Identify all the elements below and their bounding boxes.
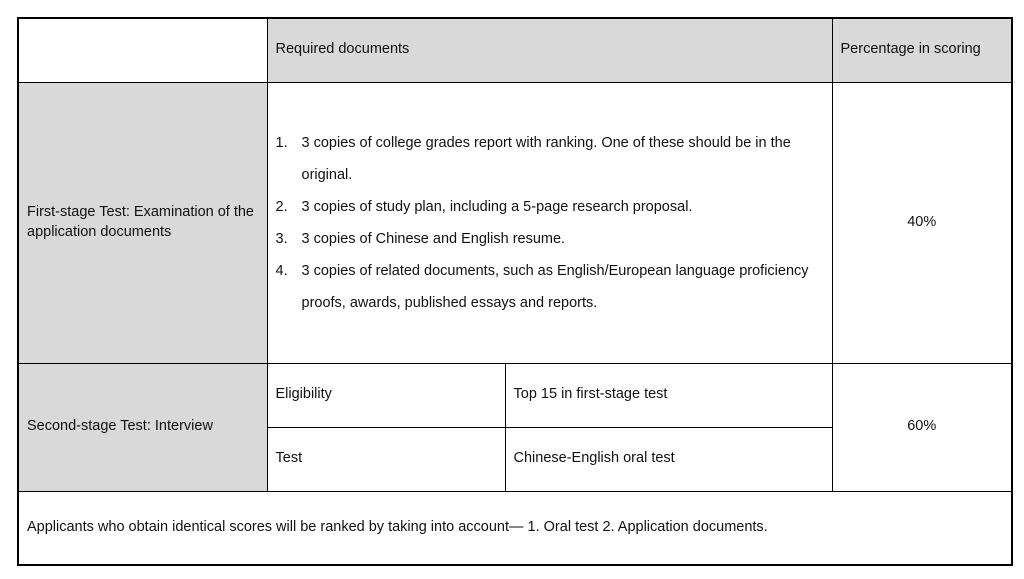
stage1-documents-list (276, 127, 824, 319)
header-row (18, 18, 1012, 82)
footnote: Applicants who obtain identical scores will be ranked by taking into account— 1. Oral test 2. Application documents. (18, 491, 1012, 565)
list-item: 2. 3 copies of study plan, including a 5-page research proposal. (275, 198, 693, 215)
stage2-test-value: Chinese-English oral test (505, 427, 832, 491)
stage2-eligibility-key: Eligibility (267, 363, 505, 427)
header-required-documents: Required documents (267, 18, 832, 82)
stage2-test-key: Test (267, 427, 505, 491)
list-item: 1. 3 copies of college grades report with ranking. One of these should be in the original. (275, 134, 791, 183)
header-percentage: Percentage in scoring (832, 18, 1012, 82)
admission-scoring-table-container (17, 17, 1011, 564)
footnote-row (18, 491, 1012, 565)
stage1-row (18, 82, 1012, 363)
stage1-documents-cell (267, 82, 832, 363)
stage2-percentage: 60% (832, 363, 1012, 491)
list-item: 3. 3 copies of Chinese and English resume. (275, 230, 566, 247)
stage2-eligibility-value: Top 15 in first-stage test (505, 363, 832, 427)
list-item: 4. 3 copies of related documents, such as English/European language proficiency proofs, awards, published essays and reports. (275, 262, 809, 311)
admission-scoring-table (17, 17, 1013, 566)
header-corner-cell (18, 18, 267, 82)
stage1-percentage: 40% (832, 82, 1012, 363)
stage2-row-eligibility (18, 363, 1012, 427)
stage2-label: Second-stage Test: Interview (18, 363, 267, 491)
stage1-label: First-stage Test: Examination of the application documents (18, 82, 267, 363)
